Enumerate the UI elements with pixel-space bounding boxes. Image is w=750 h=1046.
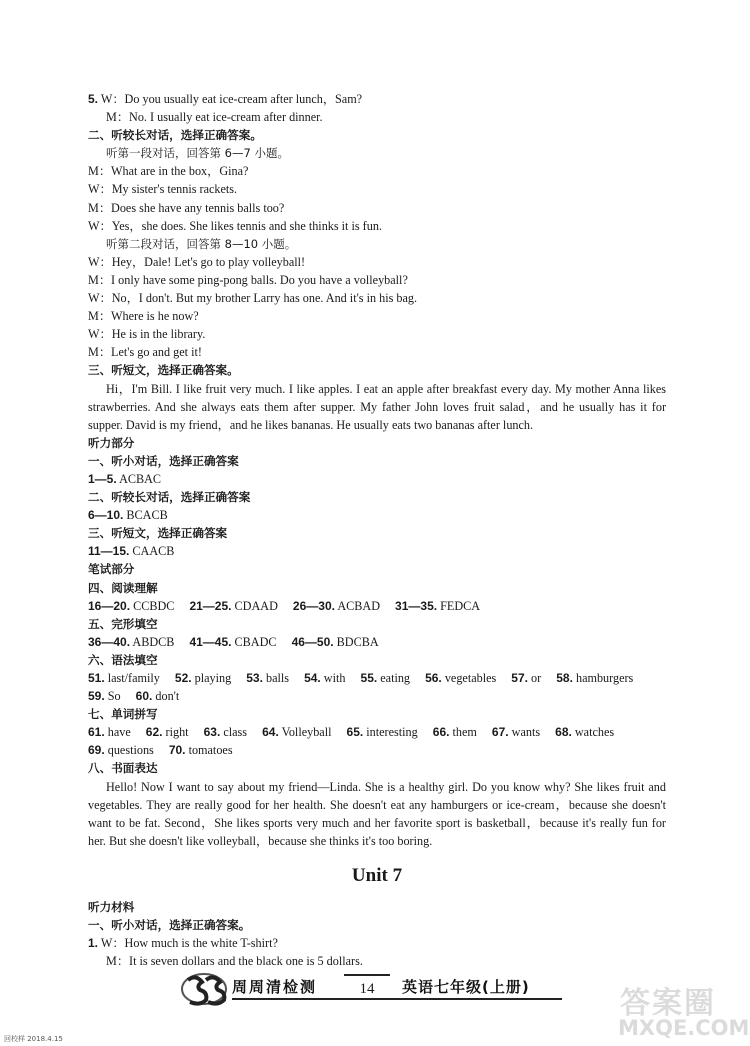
answer-line: 6—10. BCACB [88,508,168,523]
book-title: 英语七年级(上册) [402,978,530,996]
dialogue-line: M：I only have some ping-pong balls. Do you have a volleyball? [88,272,408,287]
dialogue-line: W：He is in the library. [88,327,206,342]
section-heading: 五、完形填空 [88,616,158,631]
unit-title: Unit 7 [351,864,403,886]
section-heading: 六、语法填空 [88,652,158,667]
section-heading: 听力部分 [88,435,135,450]
answer-line: 69. questions 70. tomatoes [88,743,233,758]
section-heading: 二、听较长对话，选择正确答案。 [88,128,262,143]
section-heading: 三、听短文，选择正确答案。 [88,363,239,378]
dialogue-line: W：My sister's tennis rackets. [88,182,238,197]
section-heading: 笔试部分 [88,562,135,577]
instruction-line: 听第一段对话，回答第 6—7 小题。 [106,146,289,161]
essay-paragraph: Hello! Now I want to say about my friend—Linda. She is a healthy girl. Do you know why? She likes fruit and vegetables. They are really good for her health. She doesn't eat any hamburgers or ice-cream，because she doesn't want to be fat. Second，She likes sports very much and her favorite sport is basketball，because it's really fun for her. But she doesn't like volleyball，because she thinks it's too boring. [88,779,666,848]
dialogue-line: M：What are in the box，Gina? [88,164,249,179]
footer-rule [232,998,562,1000]
answer-line: 61. have 62. right 63. class 64. Volleyball 65. interesting 66. them 67. wants 68. watches [88,725,615,740]
proof-stamp: 回校样 2018.4.15 [4,1035,63,1043]
answer-line: 11—15. CAACB [88,544,175,559]
answer-line: 36—40. ABDCB 41—45. CBADC 46—50. BDCBA [88,634,379,649]
answer-line: 51. last/family 52. playing 53. balls 54. with 55. eating 56. vegetables 57. or 58. hamburgers [88,671,634,685]
section-heading: 一、听小对话，选择正确答案。 [88,918,251,933]
passage-paragraph: Hi，I'm Bill. I like fruit very much. I like apples. I eat an apple after breakfast every day. My mother Anna likes strawberries. And she always eats them after supper. My father John loves fruit salad，and he usually has it for supper. David is my friend，and he likes bananas. He usually eats two bananas after lunch. [88,381,666,432]
section-heading: 三、听短文，选择正确答案 [88,526,228,541]
page-number: 14 [344,974,390,1002]
section-heading: 七、单词拼写 [88,707,158,722]
section-heading: 听力材料 [88,899,135,914]
section-heading: 二、听较长对话，选择正确答案 [88,490,251,505]
section-heading: 四、阅读理解 [88,580,158,595]
dialogue-line: W：Hey，Dale! Let's go to play volleyball! [88,254,306,269]
dialogue-line: M：Let's go and get it! [88,345,202,360]
answer-line: 59. So 60. don't [88,689,180,704]
dialogue-line: 5. W：Do you usually eat ice-cream after lunch，Sam? [88,92,363,106]
answer-line: 1—5. ACBAC [88,471,162,486]
watermark-url: MXQE.COM [618,1016,750,1040]
watermark [612,978,748,1044]
section-heading: 一、听小对话，选择正确答案 [88,453,239,468]
dialogue-line: W：No，I don't. But my brother Larry has one. And it's in his bag. [88,291,418,306]
page-footer [180,968,570,1008]
section-heading: 八、书面表达 [88,761,158,776]
dialogue-line: M：Where is he now? [88,309,199,324]
dialogue-line: M：It is seven dollars and the black one is 5 dollars. [106,954,363,969]
dialogue-line: M：Does she have any tennis balls too? [88,200,285,215]
series-logo-icon [180,968,232,1008]
series-title: 周周清检测 [232,978,318,996]
answer-line: 16—20. CCBDC 21—25. CDAAD 26—30. ACBAD 31—35. FEDCA [88,598,481,613]
dialogue-line: M：No. I usually eat ice-cream after dinner. [106,110,323,125]
dialogue-line: W：Yes，she does. She likes tennis and she thinks it is fun. [88,218,382,233]
dialogue-line: 1. W：How much is the white T-shirt? [88,936,278,951]
watermark-logo: 答案圈 [620,986,716,1021]
page-content [88,90,666,970]
instruction-line: 听第二段对话，回答第 8—10 小题。 [106,236,297,251]
